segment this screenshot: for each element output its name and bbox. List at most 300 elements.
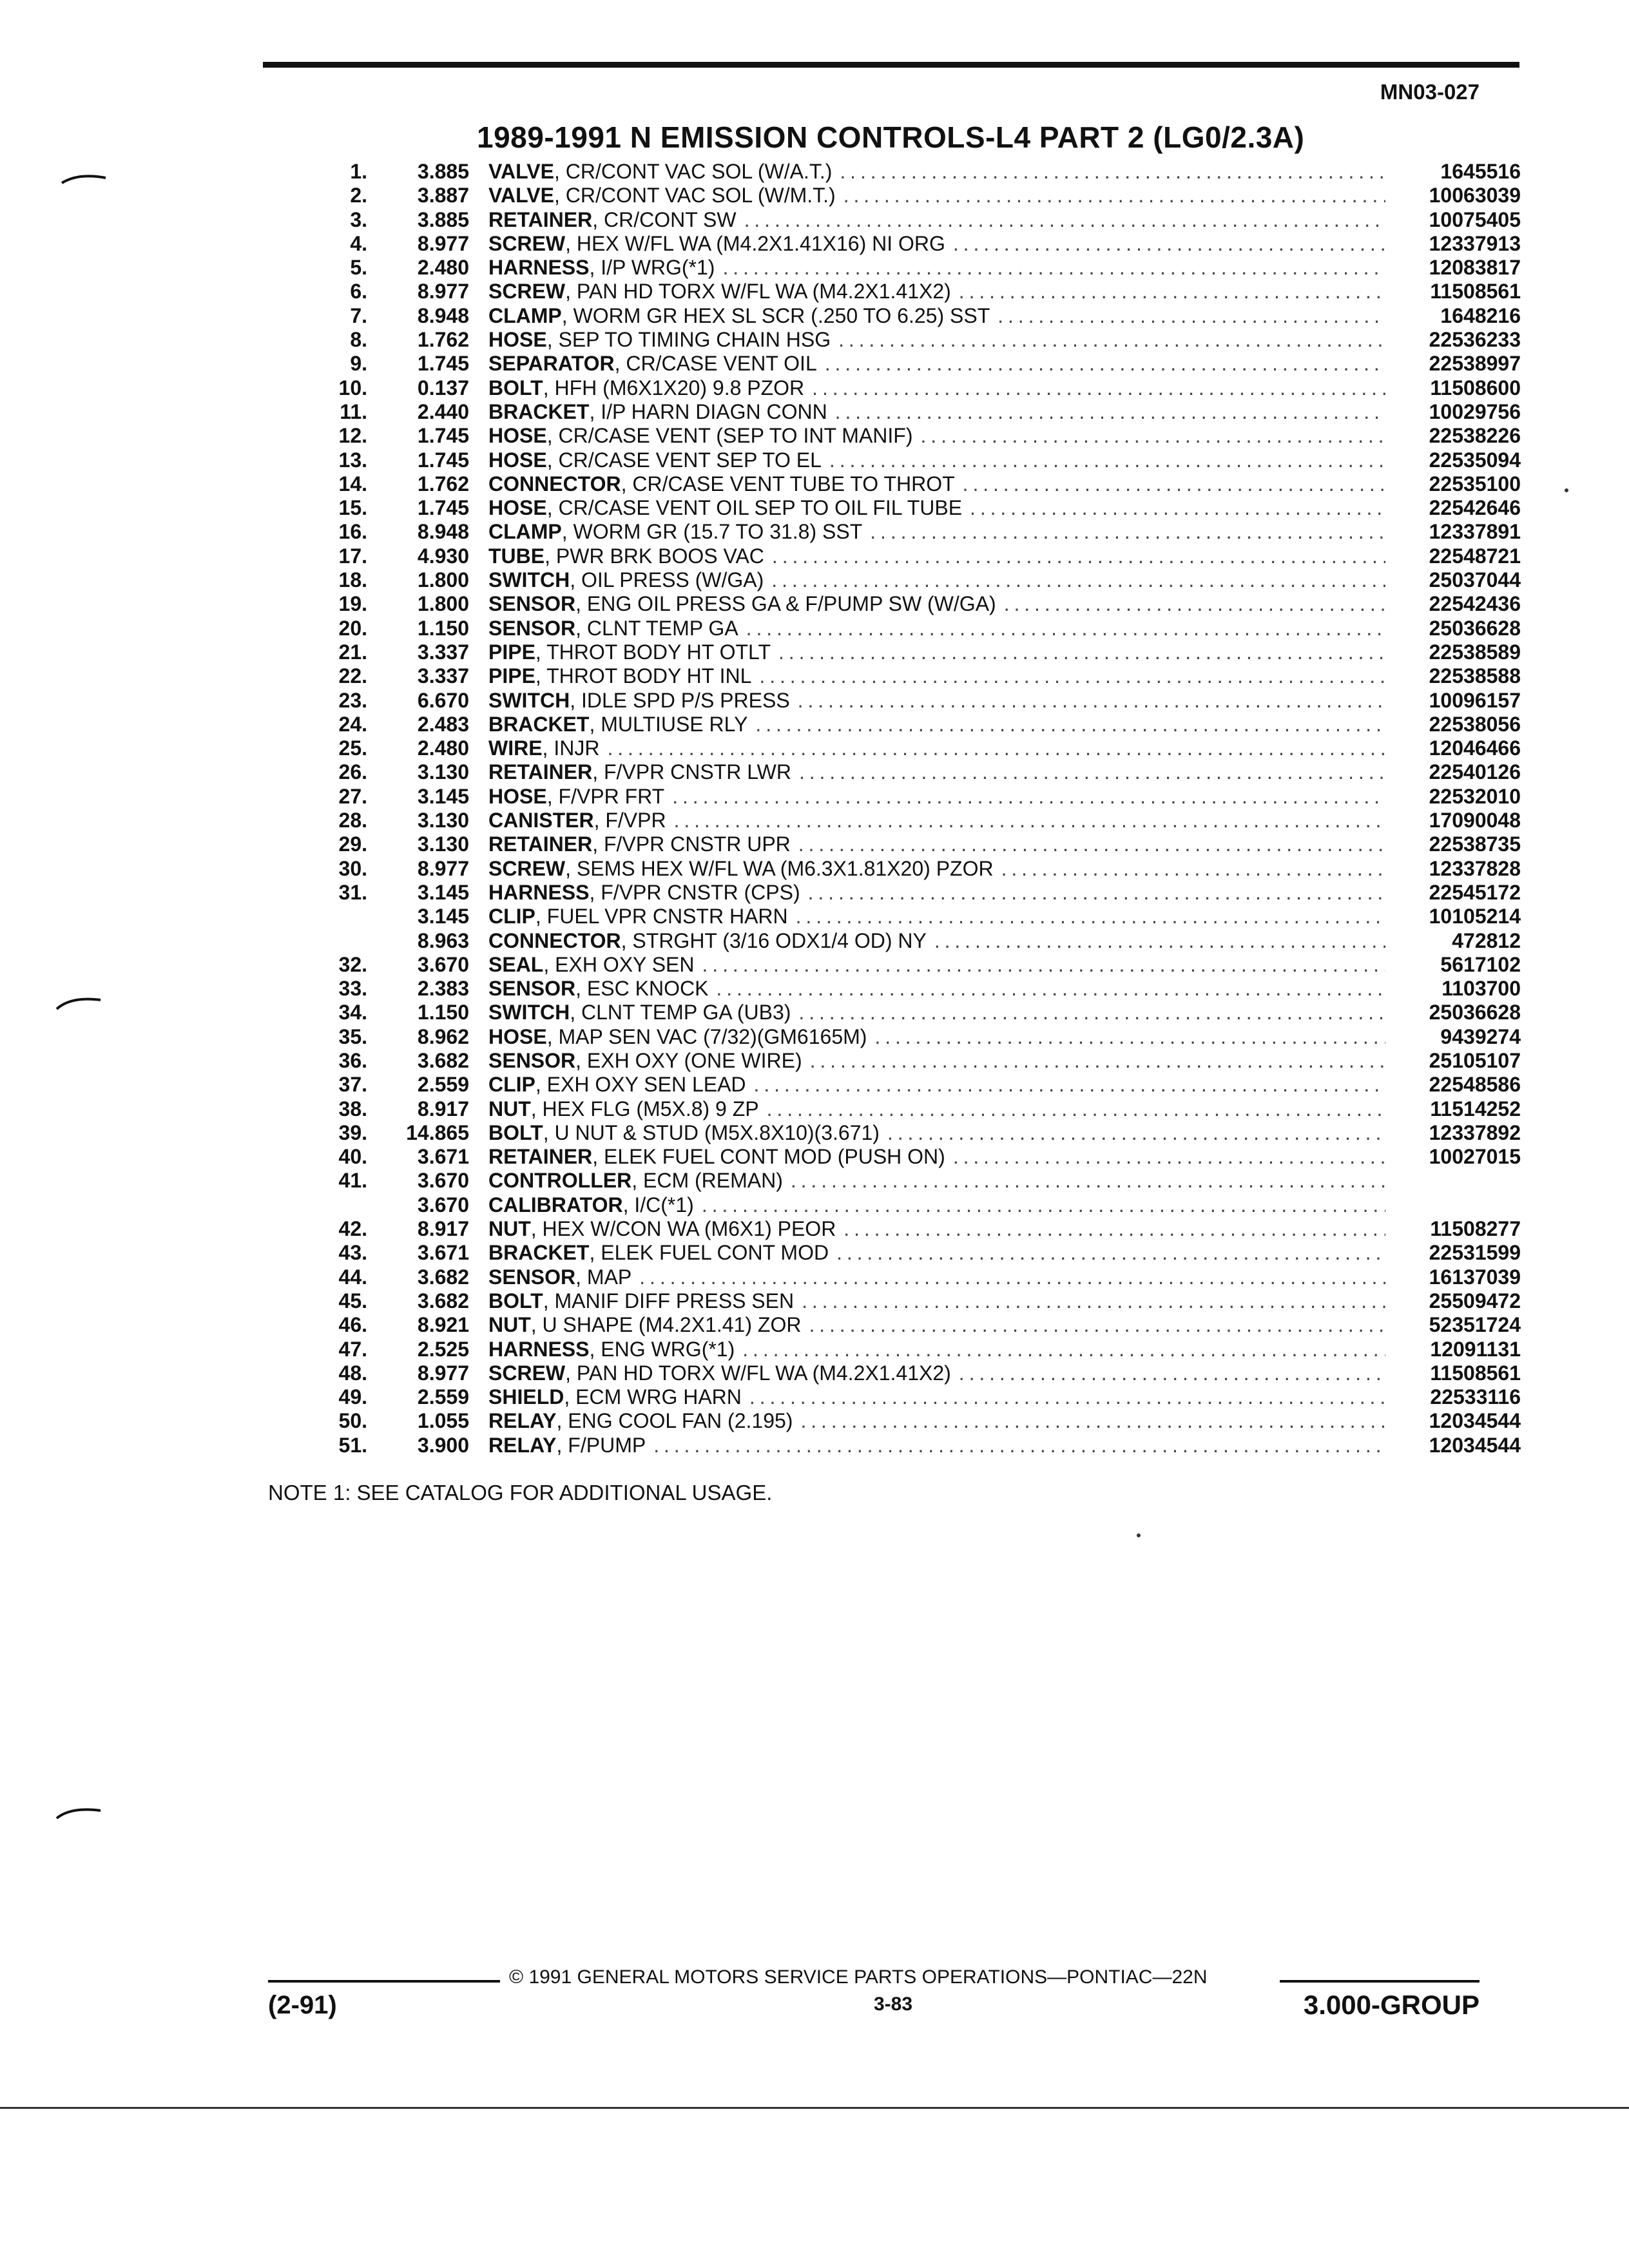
footer-group: 3.000-GROUP	[1303, 1990, 1480, 2020]
footer-rule-left	[268, 1980, 500, 1983]
dot-leader	[767, 1097, 1385, 1121]
item-number: 37.	[338, 1073, 367, 1097]
group-number: 1.800	[417, 568, 469, 592]
part-description	[474, 1193, 1385, 1217]
part-name: NUT	[488, 1097, 531, 1120]
part-row	[296, 496, 1521, 520]
dot-leader	[808, 881, 1385, 905]
part-name: RELAY	[488, 1433, 557, 1457]
part-description	[474, 640, 1385, 664]
part-row	[296, 664, 1521, 688]
part-name: SWITCH	[488, 688, 570, 712]
part-name: SCREW	[488, 856, 566, 880]
scan-bottom-edge	[0, 2107, 1629, 2109]
part-name: BOLT	[488, 1120, 543, 1144]
part-number: 472812	[1452, 928, 1521, 952]
part-detail: , CR/CASE VENT SEP TO EL	[546, 448, 822, 472]
item-number: 40.	[338, 1145, 367, 1169]
part-name: CONNECTOR	[488, 472, 621, 495]
part-name: HOSE	[488, 784, 547, 808]
item-number: 43.	[338, 1241, 367, 1265]
dot-leader	[998, 304, 1385, 328]
dot-leader	[798, 832, 1385, 856]
group-number: 2.525	[417, 1337, 469, 1361]
part-description	[474, 1097, 1385, 1121]
group-number: 3.337	[417, 664, 469, 688]
part-number: 12046466	[1429, 736, 1521, 760]
part-row	[296, 376, 1521, 400]
top-rule	[263, 62, 1519, 68]
group-number: 3.130	[417, 832, 469, 856]
item-number: 7.	[350, 303, 367, 327]
part-number: 1645516	[1440, 160, 1521, 183]
part-row	[296, 1265, 1521, 1289]
part-row	[296, 832, 1521, 856]
part-name: TUBE	[488, 544, 545, 568]
part-name: HOSE	[488, 496, 547, 520]
part-detail: , HEX W/FL WA (M4.2X1.41X16) NI ORG	[565, 231, 945, 255]
part-number: 12083817	[1429, 256, 1521, 280]
item-number: 17.	[338, 544, 367, 568]
dot-leader	[749, 1385, 1385, 1409]
part-detail: , I/P WRG(*1)	[589, 256, 715, 280]
part-row	[296, 544, 1521, 568]
scan-speck	[1565, 488, 1568, 492]
part-detail: , MAP	[575, 1265, 632, 1289]
part-description	[474, 520, 1385, 544]
part-name: HOSE	[488, 328, 547, 352]
part-detail: , SEP TO TIMING CHAIN HSG	[546, 328, 831, 352]
part-name: CLIP	[488, 1073, 535, 1097]
part-description	[474, 160, 1385, 184]
dot-leader	[744, 208, 1385, 232]
item-number: 48.	[338, 1361, 367, 1385]
part-name: HOSE	[488, 448, 547, 472]
item-number: 9.	[350, 352, 367, 376]
part-row	[296, 1361, 1521, 1385]
dot-leader	[835, 400, 1385, 424]
item-number: 14.	[338, 472, 367, 495]
part-description	[474, 304, 1385, 328]
part-row	[296, 280, 1521, 303]
part-row	[296, 905, 1521, 928]
item-number: 6.	[350, 280, 367, 303]
item-number: 24.	[338, 712, 367, 736]
part-row	[296, 689, 1521, 713]
part-detail: , ECM (REMAN)	[631, 1169, 783, 1193]
group-number: 6.670	[417, 688, 469, 712]
part-detail: , STRGHT (3/16 ODX1/4 OD) NY	[621, 928, 927, 952]
part-number: 1648216	[1440, 303, 1521, 327]
part-row	[296, 1169, 1521, 1193]
part-detail: , U SHAPE (M4.2X1.41) ZOR	[530, 1313, 802, 1337]
part-row	[296, 1121, 1521, 1145]
part-row	[296, 1313, 1521, 1337]
part-detail: , F/PUMP	[556, 1433, 646, 1457]
part-description	[474, 1289, 1385, 1313]
part-name: CLIP	[488, 905, 535, 928]
part-number: 22531599	[1429, 1241, 1521, 1265]
scan-mark-3	[54, 1802, 106, 1827]
part-number: 22545172	[1429, 880, 1521, 904]
item-number: 8.	[350, 328, 367, 352]
part-detail: , F/VPR	[593, 809, 666, 832]
part-detail: , MULTIUSE RLY	[589, 712, 748, 736]
part-detail: , CLNT TEMP GA	[575, 616, 738, 640]
part-description	[474, 736, 1385, 760]
part-detail: , CR/CONT SW	[592, 207, 737, 231]
part-number: 22532010	[1429, 784, 1521, 808]
group-number: 3.130	[417, 760, 469, 784]
part-row	[296, 520, 1521, 544]
group-number: 1.762	[417, 472, 469, 495]
parts-list	[296, 160, 1521, 1457]
part-description	[474, 1217, 1385, 1241]
part-detail: , I/P HARN DIAGN CONN	[589, 399, 827, 423]
dot-leader	[802, 1289, 1385, 1313]
group-number: 8.948	[417, 303, 469, 327]
item-number: 22.	[338, 664, 367, 688]
item-number: 1.	[350, 160, 367, 183]
part-number: 12337892	[1429, 1120, 1521, 1144]
dot-leader	[838, 328, 1385, 352]
part-detail: , HFH (M6X1X20) 9.8 PZOR	[543, 376, 805, 399]
dot-leader	[843, 184, 1385, 207]
group-number: 2.483	[417, 712, 469, 736]
part-description	[474, 232, 1385, 256]
item-number: 23.	[338, 688, 367, 712]
part-row	[296, 448, 1521, 472]
part-row	[296, 1338, 1521, 1361]
dot-leader	[810, 1049, 1385, 1073]
part-number: 10075405	[1429, 207, 1521, 231]
part-description	[474, 1025, 1385, 1049]
dot-leader	[653, 1434, 1385, 1457]
part-description	[474, 1434, 1385, 1457]
dot-leader	[799, 760, 1385, 784]
part-detail: , ENG OIL PRESS GA & F/PUMP SW (W/GA)	[575, 592, 996, 616]
part-row	[296, 640, 1521, 664]
footnote: NOTE 1: SEE CATALOG FOR ADDITIONAL USAGE.	[268, 1481, 773, 1504]
group-number: 1.150	[417, 616, 469, 640]
part-number: 25037044	[1429, 568, 1521, 592]
part-description	[474, 472, 1385, 496]
part-row	[296, 953, 1521, 977]
group-number: 2.559	[417, 1385, 469, 1409]
part-row	[296, 977, 1521, 1001]
part-row	[296, 568, 1521, 592]
footer-rule-right	[1280, 1980, 1480, 1983]
part-description	[474, 376, 1385, 400]
dot-leader	[970, 496, 1385, 520]
group-number: 3.670	[417, 1169, 469, 1193]
part-detail: , F/VPR CNSTR (CPS)	[589, 880, 800, 904]
dot-leader	[800, 1409, 1385, 1433]
part-description	[474, 592, 1385, 616]
part-detail: , ENG COOL FAN (2.195)	[556, 1409, 793, 1433]
group-number: 3.900	[417, 1433, 469, 1457]
part-number: 22536233	[1429, 328, 1521, 352]
dot-leader	[639, 1265, 1385, 1289]
group-number: 1.055	[417, 1409, 469, 1433]
part-number: 22538226	[1429, 424, 1521, 448]
part-description	[474, 184, 1385, 207]
part-row	[296, 617, 1521, 640]
part-name: CLAMP	[488, 303, 562, 327]
item-number: 35.	[338, 1024, 367, 1048]
part-description	[474, 929, 1385, 953]
part-description	[474, 400, 1385, 424]
scan-speck	[1137, 1533, 1141, 1537]
part-detail: , CR/CASE VENT OIL	[614, 352, 817, 376]
page-title: 1989-1991 N EMISSION CONTROLS-L4 PART 2 (LG0/2.3A)	[477, 120, 1305, 154]
part-row	[296, 208, 1521, 232]
dot-leader	[874, 1025, 1385, 1049]
group-number: 3.145	[417, 784, 469, 808]
part-detail: , IDLE SPD P/S PRESS	[570, 688, 790, 712]
part-name: CALIBRATOR	[488, 1193, 623, 1216]
dot-leader	[1001, 857, 1385, 881]
group-number: 3.671	[417, 1241, 469, 1265]
group-number: 2.559	[417, 1073, 469, 1097]
part-detail: , WORM GR (15.7 TO 31.8) SST	[561, 520, 863, 544]
part-detail: , EXH OXY SEN	[543, 952, 695, 976]
part-number: 22540126	[1429, 760, 1521, 784]
part-description	[474, 905, 1385, 928]
footer-page-number: 3-83	[874, 1994, 913, 2015]
dot-leader	[796, 905, 1385, 928]
part-name: NUT	[488, 1313, 531, 1337]
part-row	[296, 929, 1521, 953]
item-number: 41.	[338, 1169, 367, 1193]
group-number: 1.745	[417, 424, 469, 448]
part-number: 11508561	[1430, 1361, 1521, 1385]
part-detail: , F/VPR CNSTR UPR	[592, 832, 791, 856]
item-number: 2.	[350, 184, 367, 207]
part-number: 10096157	[1429, 688, 1521, 712]
part-description	[474, 1265, 1385, 1289]
part-name: SCREW	[488, 280, 566, 303]
group-number: 3.682	[417, 1289, 469, 1312]
part-row	[296, 857, 1521, 881]
part-name: BOLT	[488, 376, 543, 399]
part-row	[296, 1193, 1521, 1217]
dot-leader	[791, 1169, 1385, 1193]
part-detail: , SEMS HEX W/FL WA (M6.3X1.81X20) PZOR	[565, 856, 994, 880]
dot-leader	[887, 1121, 1385, 1145]
part-number: 12091131	[1430, 1337, 1521, 1361]
part-description	[474, 256, 1385, 280]
dot-leader	[959, 280, 1385, 303]
dot-leader	[746, 617, 1385, 640]
dot-leader	[798, 1001, 1385, 1024]
dot-leader	[759, 664, 1385, 688]
item-number: 47.	[338, 1337, 367, 1361]
part-description	[474, 713, 1385, 736]
part-row	[296, 304, 1521, 328]
item-number: 38.	[338, 1097, 367, 1120]
part-detail: , F/VPR FRT	[546, 784, 665, 808]
part-name: SEPARATOR	[488, 352, 615, 376]
group-number: 8.962	[417, 1024, 469, 1048]
part-description	[474, 568, 1385, 592]
scan-mark-2	[54, 992, 106, 1018]
group-number: 8.921	[417, 1313, 469, 1337]
dot-leader	[742, 1338, 1385, 1361]
document-id: MN03-027	[1380, 80, 1480, 104]
part-name: VALVE	[488, 160, 554, 183]
part-number: 10063039	[1429, 184, 1521, 207]
part-number: 12034544	[1429, 1409, 1521, 1433]
part-row	[296, 881, 1521, 905]
part-number: 25036628	[1429, 616, 1521, 640]
part-detail: , I/C(*1)	[622, 1193, 694, 1216]
part-number: 11514252	[1430, 1097, 1521, 1120]
item-number: 44.	[338, 1265, 367, 1289]
part-number: 22533116	[1430, 1385, 1521, 1409]
item-number: 20.	[338, 616, 367, 640]
part-detail: , EXH OXY SEN LEAD	[535, 1073, 746, 1097]
part-detail: , CR/CONT VAC SOL (W/A.T.)	[554, 160, 833, 183]
part-number: 11508600	[1430, 376, 1521, 399]
dot-leader	[840, 160, 1385, 184]
part-description	[474, 352, 1385, 376]
part-row	[296, 1001, 1521, 1024]
group-number: 14.865	[406, 1120, 469, 1144]
part-description	[474, 953, 1385, 977]
part-name: PIPE	[488, 640, 535, 664]
dot-leader	[607, 736, 1385, 760]
part-description	[474, 1313, 1385, 1337]
group-number: 3.145	[417, 880, 469, 904]
group-number: 1.745	[417, 448, 469, 472]
part-description	[474, 1049, 1385, 1073]
part-row	[296, 400, 1521, 424]
part-name: CANISTER	[488, 809, 594, 832]
group-number: 3.337	[417, 640, 469, 664]
dot-leader	[825, 352, 1385, 376]
item-number: 31.	[338, 880, 367, 904]
part-description	[474, 1409, 1385, 1433]
item-number: 16.	[338, 520, 367, 544]
part-detail: , ESC KNOCK	[575, 977, 709, 1001]
part-number: 25105107	[1429, 1048, 1521, 1072]
part-row	[296, 1049, 1521, 1073]
part-row	[296, 1434, 1521, 1457]
part-detail: , CLNT TEMP GA (UB3)	[570, 1001, 791, 1024]
part-detail: , EXH OXY (ONE WIRE)	[575, 1048, 802, 1072]
part-number: 10105214	[1429, 905, 1521, 928]
part-name: SWITCH	[488, 568, 570, 592]
part-description	[474, 208, 1385, 232]
part-name: CONNECTOR	[488, 928, 621, 952]
group-number: 8.917	[417, 1097, 469, 1120]
dot-leader	[771, 568, 1385, 592]
part-name: RETAINER	[488, 760, 593, 784]
item-number: 39.	[338, 1120, 367, 1144]
item-number: 21.	[338, 640, 367, 664]
part-description	[474, 832, 1385, 856]
item-number: 36.	[338, 1048, 367, 1072]
part-detail: , PWR BRK BOOS VAC	[545, 544, 764, 568]
dot-leader	[953, 232, 1385, 256]
part-detail: , MANIF DIFF PRESS SEN	[543, 1289, 795, 1312]
group-number: 1.745	[417, 352, 469, 376]
part-row	[296, 809, 1521, 832]
dot-leader	[754, 1073, 1385, 1097]
part-description	[474, 881, 1385, 905]
part-row	[296, 1217, 1521, 1241]
item-number: 15.	[338, 496, 367, 520]
dot-leader	[702, 1193, 1385, 1217]
item-number: 46.	[338, 1313, 367, 1337]
item-number: 49.	[338, 1385, 367, 1409]
part-detail: , HEX W/CON WA (M6X1) PEOR	[530, 1217, 836, 1241]
part-row	[296, 472, 1521, 496]
part-name: HARNESS	[488, 1337, 590, 1361]
part-detail: , HEX FLG (M5X.8) 9 ZP	[530, 1097, 759, 1120]
dot-leader	[674, 809, 1385, 832]
part-description	[474, 1073, 1385, 1097]
part-description	[474, 328, 1385, 352]
group-number: 8.948	[417, 520, 469, 544]
part-number: 22535100	[1429, 472, 1521, 495]
part-name: SENSOR	[488, 977, 576, 1001]
part-number: 12337913	[1429, 231, 1521, 255]
group-number: 8.963	[417, 928, 469, 952]
group-number: 3.682	[417, 1265, 469, 1289]
part-name: RETAINER	[488, 207, 593, 231]
dot-leader	[772, 544, 1385, 568]
part-description	[474, 664, 1385, 688]
part-number: 12337828	[1429, 856, 1521, 880]
part-name: CONTROLLER	[488, 1169, 632, 1193]
part-description	[474, 809, 1385, 832]
part-description	[474, 617, 1385, 640]
item-number: 32.	[338, 952, 367, 976]
part-number: 10027015	[1429, 1145, 1521, 1169]
item-number: 33.	[338, 977, 367, 1001]
dot-leader	[934, 929, 1385, 953]
item-number: 26.	[338, 760, 367, 784]
dot-leader	[836, 1241, 1385, 1265]
group-number: 3.671	[417, 1145, 469, 1169]
part-row	[296, 1409, 1521, 1433]
dot-leader	[755, 713, 1385, 736]
item-number: 51.	[338, 1433, 367, 1457]
part-detail: , FUEL VPR CNSTR HARN	[535, 905, 788, 928]
part-name: SEAL	[488, 952, 544, 976]
group-number: 3.885	[417, 207, 469, 231]
group-number: 2.480	[417, 736, 469, 760]
group-number: 1.762	[417, 328, 469, 352]
group-number: 2.440	[417, 399, 469, 423]
part-name: HARNESS	[488, 880, 590, 904]
part-description	[474, 1361, 1385, 1385]
part-detail: , INJR	[542, 736, 600, 760]
part-row	[296, 160, 1521, 184]
part-description	[474, 424, 1385, 448]
part-name: HOSE	[488, 424, 547, 448]
group-number: 2.383	[417, 977, 469, 1001]
dot-leader	[829, 448, 1385, 472]
part-number: 25036628	[1429, 1001, 1521, 1024]
part-name: SENSOR	[488, 592, 576, 616]
group-number: 8.977	[417, 856, 469, 880]
part-number: 22535094	[1429, 448, 1521, 472]
dot-leader	[959, 1361, 1385, 1385]
part-detail: , WORM GR HEX SL SCR (.250 TO 6.25) SST	[561, 303, 990, 327]
